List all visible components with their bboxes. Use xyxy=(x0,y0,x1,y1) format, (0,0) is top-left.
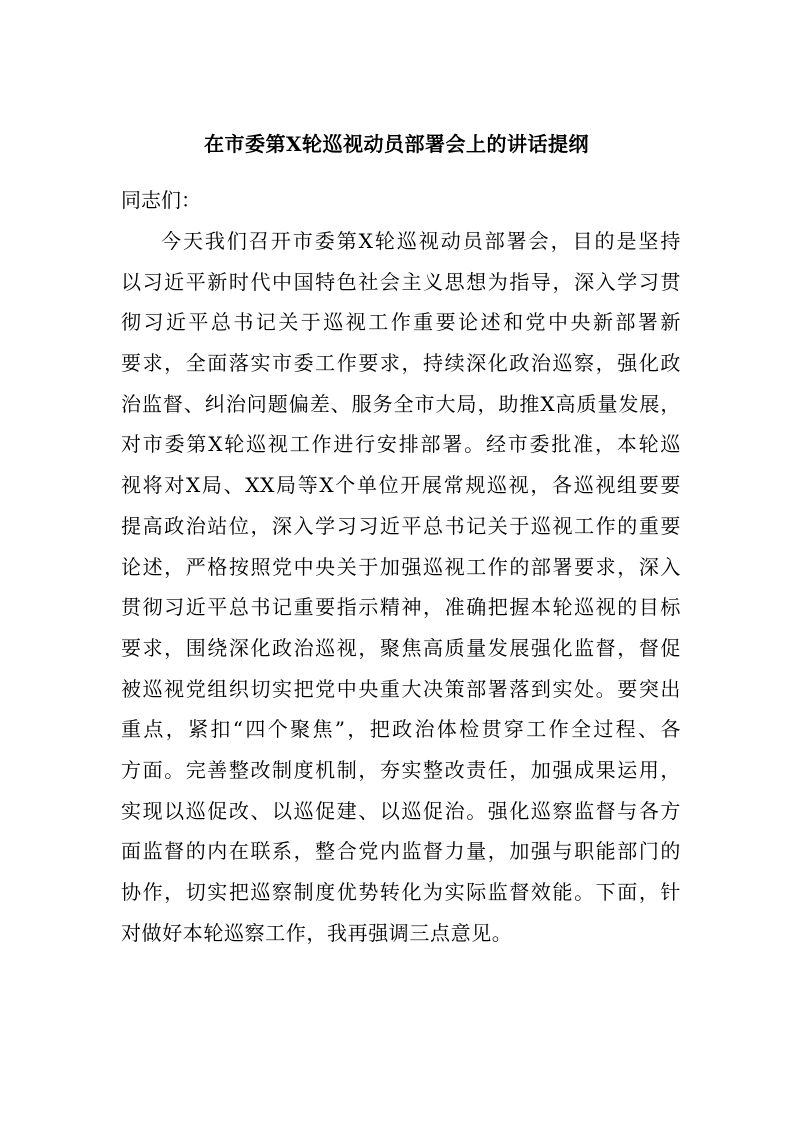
paragraph-line: 视将对X局、XX局等X个单位开展常规巡视，各巡视组要要 xyxy=(121,473,681,498)
paragraph-line: 方面。完善整改制度机制，夯实整改责任，加强成果运用， xyxy=(121,757,681,782)
salutation: 同志们： xyxy=(121,188,201,212)
paragraph-line: 彻习近平总书记关于巡视工作重要论述和党中央新部署新 xyxy=(121,310,681,335)
paragraph-line: 要求，围绕深化政治巡视，聚焦高质量发展强化监督，督促 xyxy=(121,635,681,660)
paragraph-line: 今天我们召开市委第X轮巡视动员部署会，目的是坚持 xyxy=(161,229,681,253)
paragraph-line: 对市委第X轮巡视工作进行安排部署。经市委批准，本轮巡 xyxy=(121,432,681,457)
paragraph-line: 对做好本轮巡察工作，我再强调三点意见。 xyxy=(121,920,513,945)
paragraph-line: 以习近平新时代中国特色社会主义思想为指导，深入学习贯 xyxy=(121,269,681,294)
paragraph-line: 治监督、纠治问题偏差、服务全市大局，助推X高质量发展， xyxy=(121,391,681,416)
paragraph-line: 被巡视党组织切实把党中央重大决策部署落到实处。要突出 xyxy=(121,676,681,701)
paragraph-line: 协作，切实把巡察制度优势转化为实际监督效能。下面，针 xyxy=(121,880,681,904)
body-paragraph xyxy=(121,221,681,953)
paragraph-line: 提高政治站位，深入学习习近平总书记关于巡视工作的重要 xyxy=(121,513,681,538)
paragraph-line: 重点，紧扣“四个聚焦”，把政治体检贯穿工作全过程、各 xyxy=(121,717,681,742)
paragraph-line: 贯彻习近平总书记重要指示精神，准确把握本轮巡视的目标 xyxy=(121,595,681,620)
document-title: 在市委第X轮巡视动员部署会上的讲话提纲 xyxy=(203,132,590,156)
paragraph-line: 实现以巡促改、以巡促建、以巡促治。强化巡察监督与各方 xyxy=(121,798,681,823)
paragraph-line: 要求，全面落实市委工作要求，持续深化政治巡察，强化政 xyxy=(121,351,681,376)
paragraph-line: 面监督的内在联系，整合党内监督力量，加强与职能部门的 xyxy=(121,839,681,864)
paragraph-line: 论述，严格按照党中央关于加强巡视工作的部署要求，深入 xyxy=(121,554,681,579)
